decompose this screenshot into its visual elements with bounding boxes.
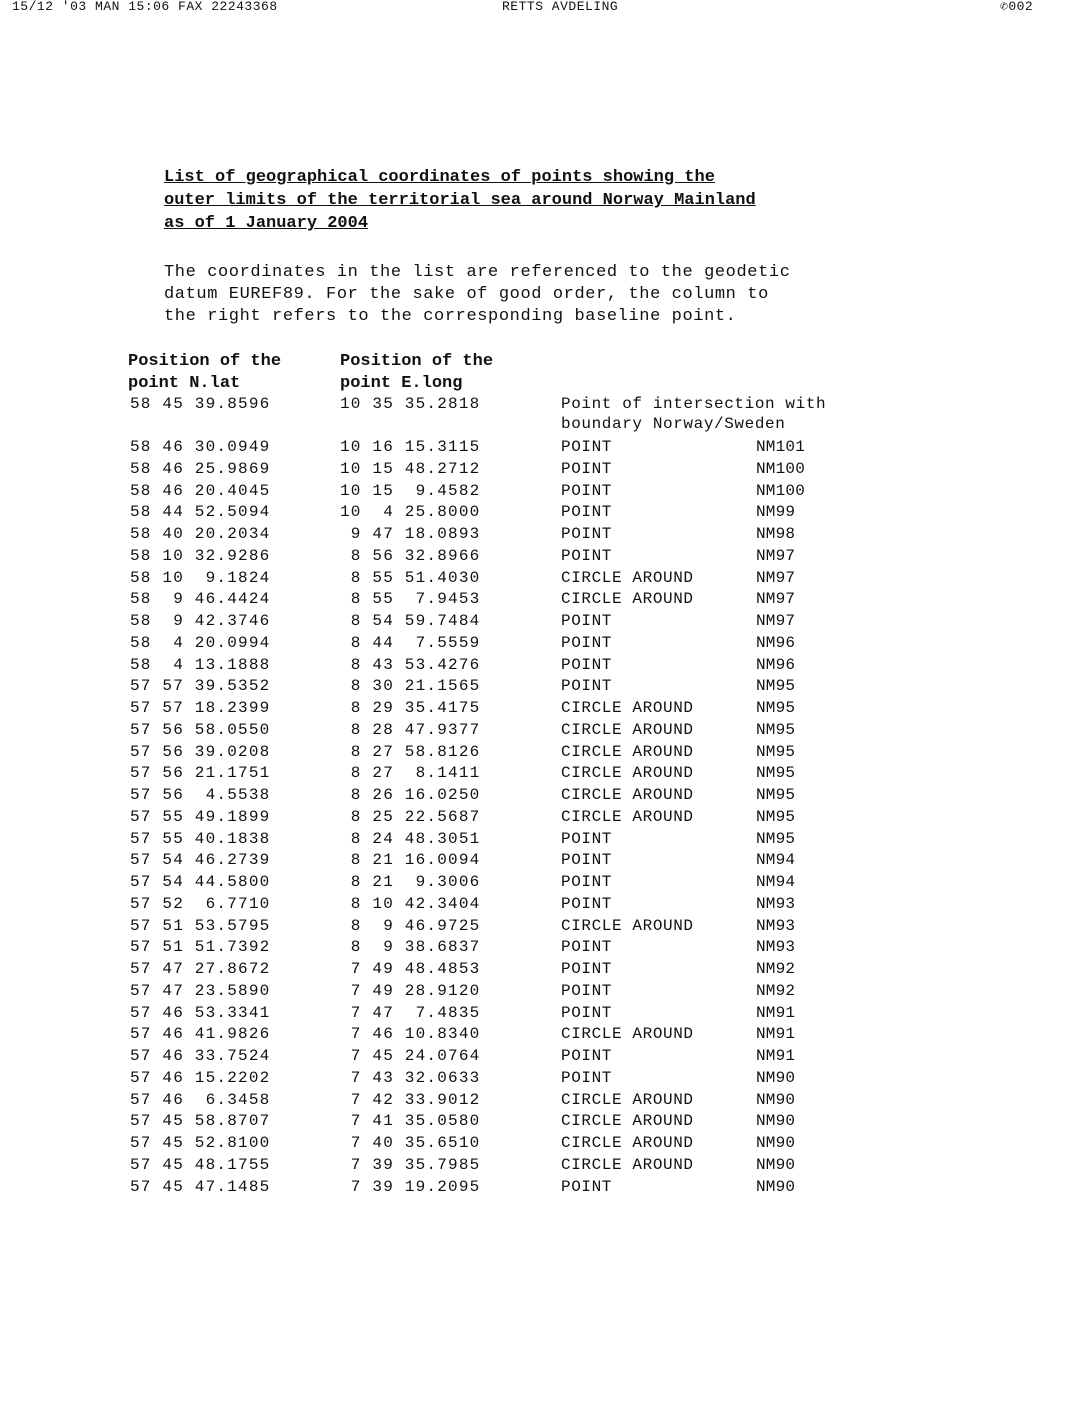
point-type-cell: POINT [561, 873, 613, 891]
latitude-cell: 58 4 20.0994 [130, 633, 271, 652]
latitude-cell: 57 56 21.1751 [130, 764, 271, 783]
longitude-cell: 8 44 7.5559 [340, 633, 481, 652]
baseline-point-cell: NM95 [756, 807, 796, 826]
baseline-point-cell: NM95 [756, 829, 796, 848]
baseline-point-cell: NM93 [756, 938, 796, 957]
longitude-cell: 7 42 33.9012 [340, 1090, 481, 1109]
table-row [0, 524, 1088, 546]
table-row [0, 1090, 1088, 1112]
point-type-cell: POINT [561, 1177, 613, 1196]
longitude-cell: 10 16 15.3115 [340, 438, 481, 456]
latitude-cell: 58 44 52.5094 [130, 503, 271, 522]
longitude-cell: 8 55 7.9453 [340, 590, 481, 609]
point-type-cell: POINT [561, 938, 613, 957]
point-type-cell: CIRCLE AROUND [561, 720, 694, 739]
baseline-point-cell: NM93 [756, 916, 796, 935]
baseline-point-cell: NM92 [756, 960, 796, 978]
point-type-cell: CIRCLE AROUND [561, 742, 694, 761]
longitude-cell: 8 29 35.4175 [340, 699, 481, 717]
longitude-cell: 7 43 32.0633 [340, 1068, 481, 1087]
latitude-cell: 57 52 6.7710 [130, 894, 271, 913]
baseline-point-cell: NM90 [756, 1177, 796, 1196]
table-row [0, 1177, 1088, 1199]
latitude-cell: 58 46 25.9869 [130, 459, 271, 478]
table-row [0, 568, 1088, 590]
latitude-cell: 57 46 41.9826 [130, 1025, 271, 1044]
point-type-cell: POINT [561, 960, 613, 978]
baseline-point-cell: NM90 [756, 1134, 796, 1152]
table-row [0, 763, 1088, 785]
table-row [0, 981, 1088, 1003]
point-type-cell: POINT [561, 633, 613, 652]
fax-department: RETTS AVDELING [502, 0, 619, 14]
latitude-cell: 57 47 27.8672 [130, 960, 271, 978]
point-type-cell: POINT [561, 981, 613, 1000]
baseline-point-cell: NM90 [756, 1068, 796, 1087]
table-row [0, 459, 1088, 481]
longitude-cell: 8 55 51.4030 [340, 568, 481, 587]
latitude-cell: 57 46 53.3341 [130, 1003, 271, 1022]
point-type-cell: CIRCLE AROUND [561, 1155, 694, 1174]
baseline-point-cell: NM90 [756, 1155, 796, 1174]
longitude-cell: 10 35 35.2818 [340, 395, 481, 413]
longitude-cell: 7 39 19.2095 [340, 1177, 481, 1196]
latitude-cell: 57 56 58.0550 [130, 720, 271, 739]
point-type-cell: Point of intersection with boundary Norway/Sweden [561, 395, 827, 433]
latitude-cell: 57 51 51.7392 [130, 938, 271, 957]
baseline-point-cell: NM93 [756, 894, 796, 913]
table-row [0, 1046, 1088, 1068]
table-row [0, 481, 1088, 503]
point-type-cell: CIRCLE AROUND [561, 1025, 694, 1044]
point-type-cell: POINT [561, 612, 613, 630]
baseline-point-cell: NM95 [756, 720, 796, 739]
longitude-cell: 8 9 38.6837 [340, 938, 481, 957]
point-type-cell: CIRCLE AROUND [561, 1134, 694, 1152]
longitude-cell: 8 54 59.7484 [340, 612, 481, 630]
point-type-cell: CIRCLE AROUND [561, 1090, 694, 1109]
longitude-cell: 7 45 24.0764 [340, 1047, 481, 1065]
latitude-cell: 57 47 23.5890 [130, 981, 271, 1000]
latitude-cell: 58 46 20.4045 [130, 481, 271, 500]
baseline-point-cell: NM97 [756, 612, 796, 630]
baseline-point-cell: NM100 [756, 459, 806, 478]
longitude-cell: 8 28 47.9377 [340, 720, 481, 739]
coordinate-table [0, 394, 1088, 1198]
point-type-cell: CIRCLE AROUND [561, 1112, 694, 1131]
point-type-cell: CIRCLE AROUND [561, 590, 694, 609]
table-row [0, 611, 1088, 633]
baseline-point-cell: NM96 [756, 633, 796, 652]
longitude-cell: 10 15 9.4582 [340, 481, 481, 500]
latitude-cell: 57 55 49.1899 [130, 807, 271, 826]
latitude-cell: 58 9 46.4424 [130, 590, 271, 609]
latitude-cell: 57 46 15.2202 [130, 1068, 271, 1087]
table-row [0, 676, 1088, 698]
baseline-point-cell: NM95 [756, 786, 796, 804]
point-type-cell: CIRCLE AROUND [561, 786, 694, 804]
longitude-cell: 7 39 35.7985 [340, 1155, 481, 1174]
latitude-cell: 58 40 20.2034 [130, 525, 271, 543]
baseline-point-cell: NM90 [756, 1090, 796, 1109]
longitude-cell: 8 21 9.3006 [340, 873, 481, 891]
table-row [0, 959, 1088, 981]
table-row [0, 589, 1088, 611]
point-type-cell: POINT [561, 546, 613, 565]
table-row [0, 720, 1088, 742]
latitude-cell: 57 54 46.2739 [130, 851, 271, 870]
baseline-point-cell: NM97 [756, 546, 796, 565]
latitude-cell: 57 46 6.3458 [130, 1090, 271, 1109]
longitude-cell: 7 47 7.4835 [340, 1003, 481, 1022]
longitude-cell: 8 21 16.0094 [340, 851, 481, 870]
fax-page-number: ✆002 [1000, 0, 1034, 14]
table-row [0, 807, 1088, 829]
point-type-cell: POINT [561, 655, 613, 674]
longitude-cell: 10 15 48.2712 [340, 459, 481, 478]
latitude-cell: 58 45 39.8596 [130, 395, 271, 413]
document-title: List of geographical coordinates of points showing the outer limits of the territorial sea around Norway Mainland as of 1 January 2004 [164, 168, 756, 233]
latitude-cell: 57 45 52.8100 [130, 1134, 271, 1152]
baseline-point-cell: NM99 [756, 503, 796, 522]
table-row [0, 742, 1088, 764]
point-type-cell: POINT [561, 1047, 613, 1065]
latitude-cell: 57 56 39.0208 [130, 742, 271, 761]
point-type-cell: CIRCLE AROUND [561, 807, 694, 826]
baseline-point-cell: NM94 [756, 851, 796, 870]
table-row [0, 394, 1088, 437]
baseline-point-cell: NM91 [756, 1047, 796, 1065]
longitude-cell: 9 47 18.0893 [340, 525, 481, 543]
baseline-point-cell: NM100 [756, 481, 806, 500]
table-row [0, 850, 1088, 872]
column-header-latitude: Position of the point N.lat [128, 352, 282, 393]
longitude-cell: 7 46 10.8340 [340, 1025, 481, 1044]
latitude-cell: 57 46 33.7524 [130, 1047, 271, 1065]
longitude-cell: 8 10 42.3404 [340, 894, 481, 913]
baseline-point-cell: NM95 [756, 677, 796, 696]
table-row [0, 1155, 1088, 1177]
latitude-cell: 58 10 9.1824 [130, 568, 271, 587]
point-type-cell: CIRCLE AROUND [561, 568, 694, 587]
point-type-cell: POINT [561, 525, 613, 543]
baseline-point-cell: NM90 [756, 1112, 796, 1131]
longitude-cell: 8 9 46.9725 [340, 916, 481, 935]
baseline-point-cell: NM95 [756, 764, 796, 783]
longitude-cell: 7 40 35.6510 [340, 1134, 481, 1152]
table-row [0, 829, 1088, 851]
point-type-cell: POINT [561, 894, 613, 913]
table-row [0, 937, 1088, 959]
latitude-cell: 57 57 18.2399 [130, 699, 271, 717]
table-row [0, 633, 1088, 655]
latitude-cell: 57 51 53.5795 [130, 916, 271, 935]
table-row [0, 1068, 1088, 1090]
longitude-cell: 8 26 16.0250 [340, 786, 481, 804]
table-row [0, 1003, 1088, 1025]
point-type-cell: POINT [561, 438, 613, 456]
table-row [0, 872, 1088, 894]
point-type-cell: POINT [561, 1068, 613, 1087]
latitude-cell: 58 4 13.1888 [130, 655, 271, 674]
point-type-cell: POINT [561, 677, 613, 696]
longitude-cell: 8 43 53.4276 [340, 655, 481, 674]
baseline-point-cell: NM101 [756, 438, 806, 456]
latitude-cell: 57 55 40.1838 [130, 829, 271, 848]
baseline-point-cell: NM96 [756, 655, 796, 674]
latitude-cell: 57 56 4.5538 [130, 786, 271, 804]
table-row [0, 1111, 1088, 1133]
latitude-cell: 57 45 47.1485 [130, 1177, 271, 1196]
longitude-cell: 8 30 21.1565 [340, 677, 481, 696]
latitude-cell: 57 54 44.5800 [130, 873, 271, 891]
latitude-cell: 57 45 58.8707 [130, 1112, 271, 1131]
point-type-cell: POINT [561, 829, 613, 848]
point-type-cell: CIRCLE AROUND [561, 916, 694, 935]
column-header-longitude: Position of the point E.long [340, 352, 494, 393]
point-type-cell: POINT [561, 503, 613, 522]
baseline-point-cell: NM91 [756, 1003, 796, 1022]
longitude-cell: 8 25 22.5687 [340, 807, 481, 826]
latitude-cell: 58 10 32.9286 [130, 546, 271, 565]
point-type-cell: CIRCLE AROUND [561, 764, 694, 783]
table-row [0, 916, 1088, 938]
table-row [0, 502, 1088, 524]
baseline-point-cell: NM97 [756, 568, 796, 587]
latitude-cell: 57 57 39.5352 [130, 677, 271, 696]
table-row [0, 698, 1088, 720]
longitude-cell: 7 41 35.0580 [340, 1112, 481, 1131]
table-row [0, 785, 1088, 807]
baseline-point-cell: NM91 [756, 1025, 796, 1044]
point-type-cell: POINT [561, 481, 613, 500]
table-row [0, 894, 1088, 916]
baseline-point-cell: NM95 [756, 699, 796, 717]
table-row [0, 655, 1088, 677]
latitude-cell: 58 46 30.0949 [130, 438, 271, 456]
longitude-cell: 8 27 8.1411 [340, 764, 481, 783]
baseline-point-cell: NM95 [756, 742, 796, 761]
fax-header [0, 0, 1088, 16]
fax-transmission-info: 15/12 '03 MAN 15:06 FAX 22243368 [12, 0, 278, 14]
point-type-cell: CIRCLE AROUND [561, 699, 694, 717]
longitude-cell: 8 56 32.8966 [340, 546, 481, 565]
point-type-cell: POINT [561, 459, 613, 478]
table-row [0, 437, 1088, 459]
longitude-cell: 8 27 58.8126 [340, 742, 481, 761]
baseline-point-cell: NM92 [756, 981, 796, 1000]
table-row [0, 1024, 1088, 1046]
table-row [0, 1133, 1088, 1155]
latitude-cell: 58 9 42.3746 [130, 612, 271, 630]
intro-paragraph: The coordinates in the list are referenced to the geodetic datum EUREF89. For the sake of good order, the column to the right refers to the corresponding baseline point. [164, 263, 791, 326]
longitude-cell: 7 49 48.4853 [340, 960, 481, 978]
table-row [0, 546, 1088, 568]
point-type-cell: POINT [561, 851, 613, 870]
point-type-cell: POINT [561, 1003, 613, 1022]
baseline-point-cell: NM97 [756, 590, 796, 609]
latitude-cell: 57 45 48.1755 [130, 1155, 271, 1174]
longitude-cell: 7 49 28.9120 [340, 981, 481, 1000]
longitude-cell: 10 4 25.8000 [340, 503, 481, 522]
longitude-cell: 8 24 48.3051 [340, 829, 481, 848]
baseline-point-cell: NM98 [756, 525, 796, 543]
baseline-point-cell: NM94 [756, 873, 796, 891]
